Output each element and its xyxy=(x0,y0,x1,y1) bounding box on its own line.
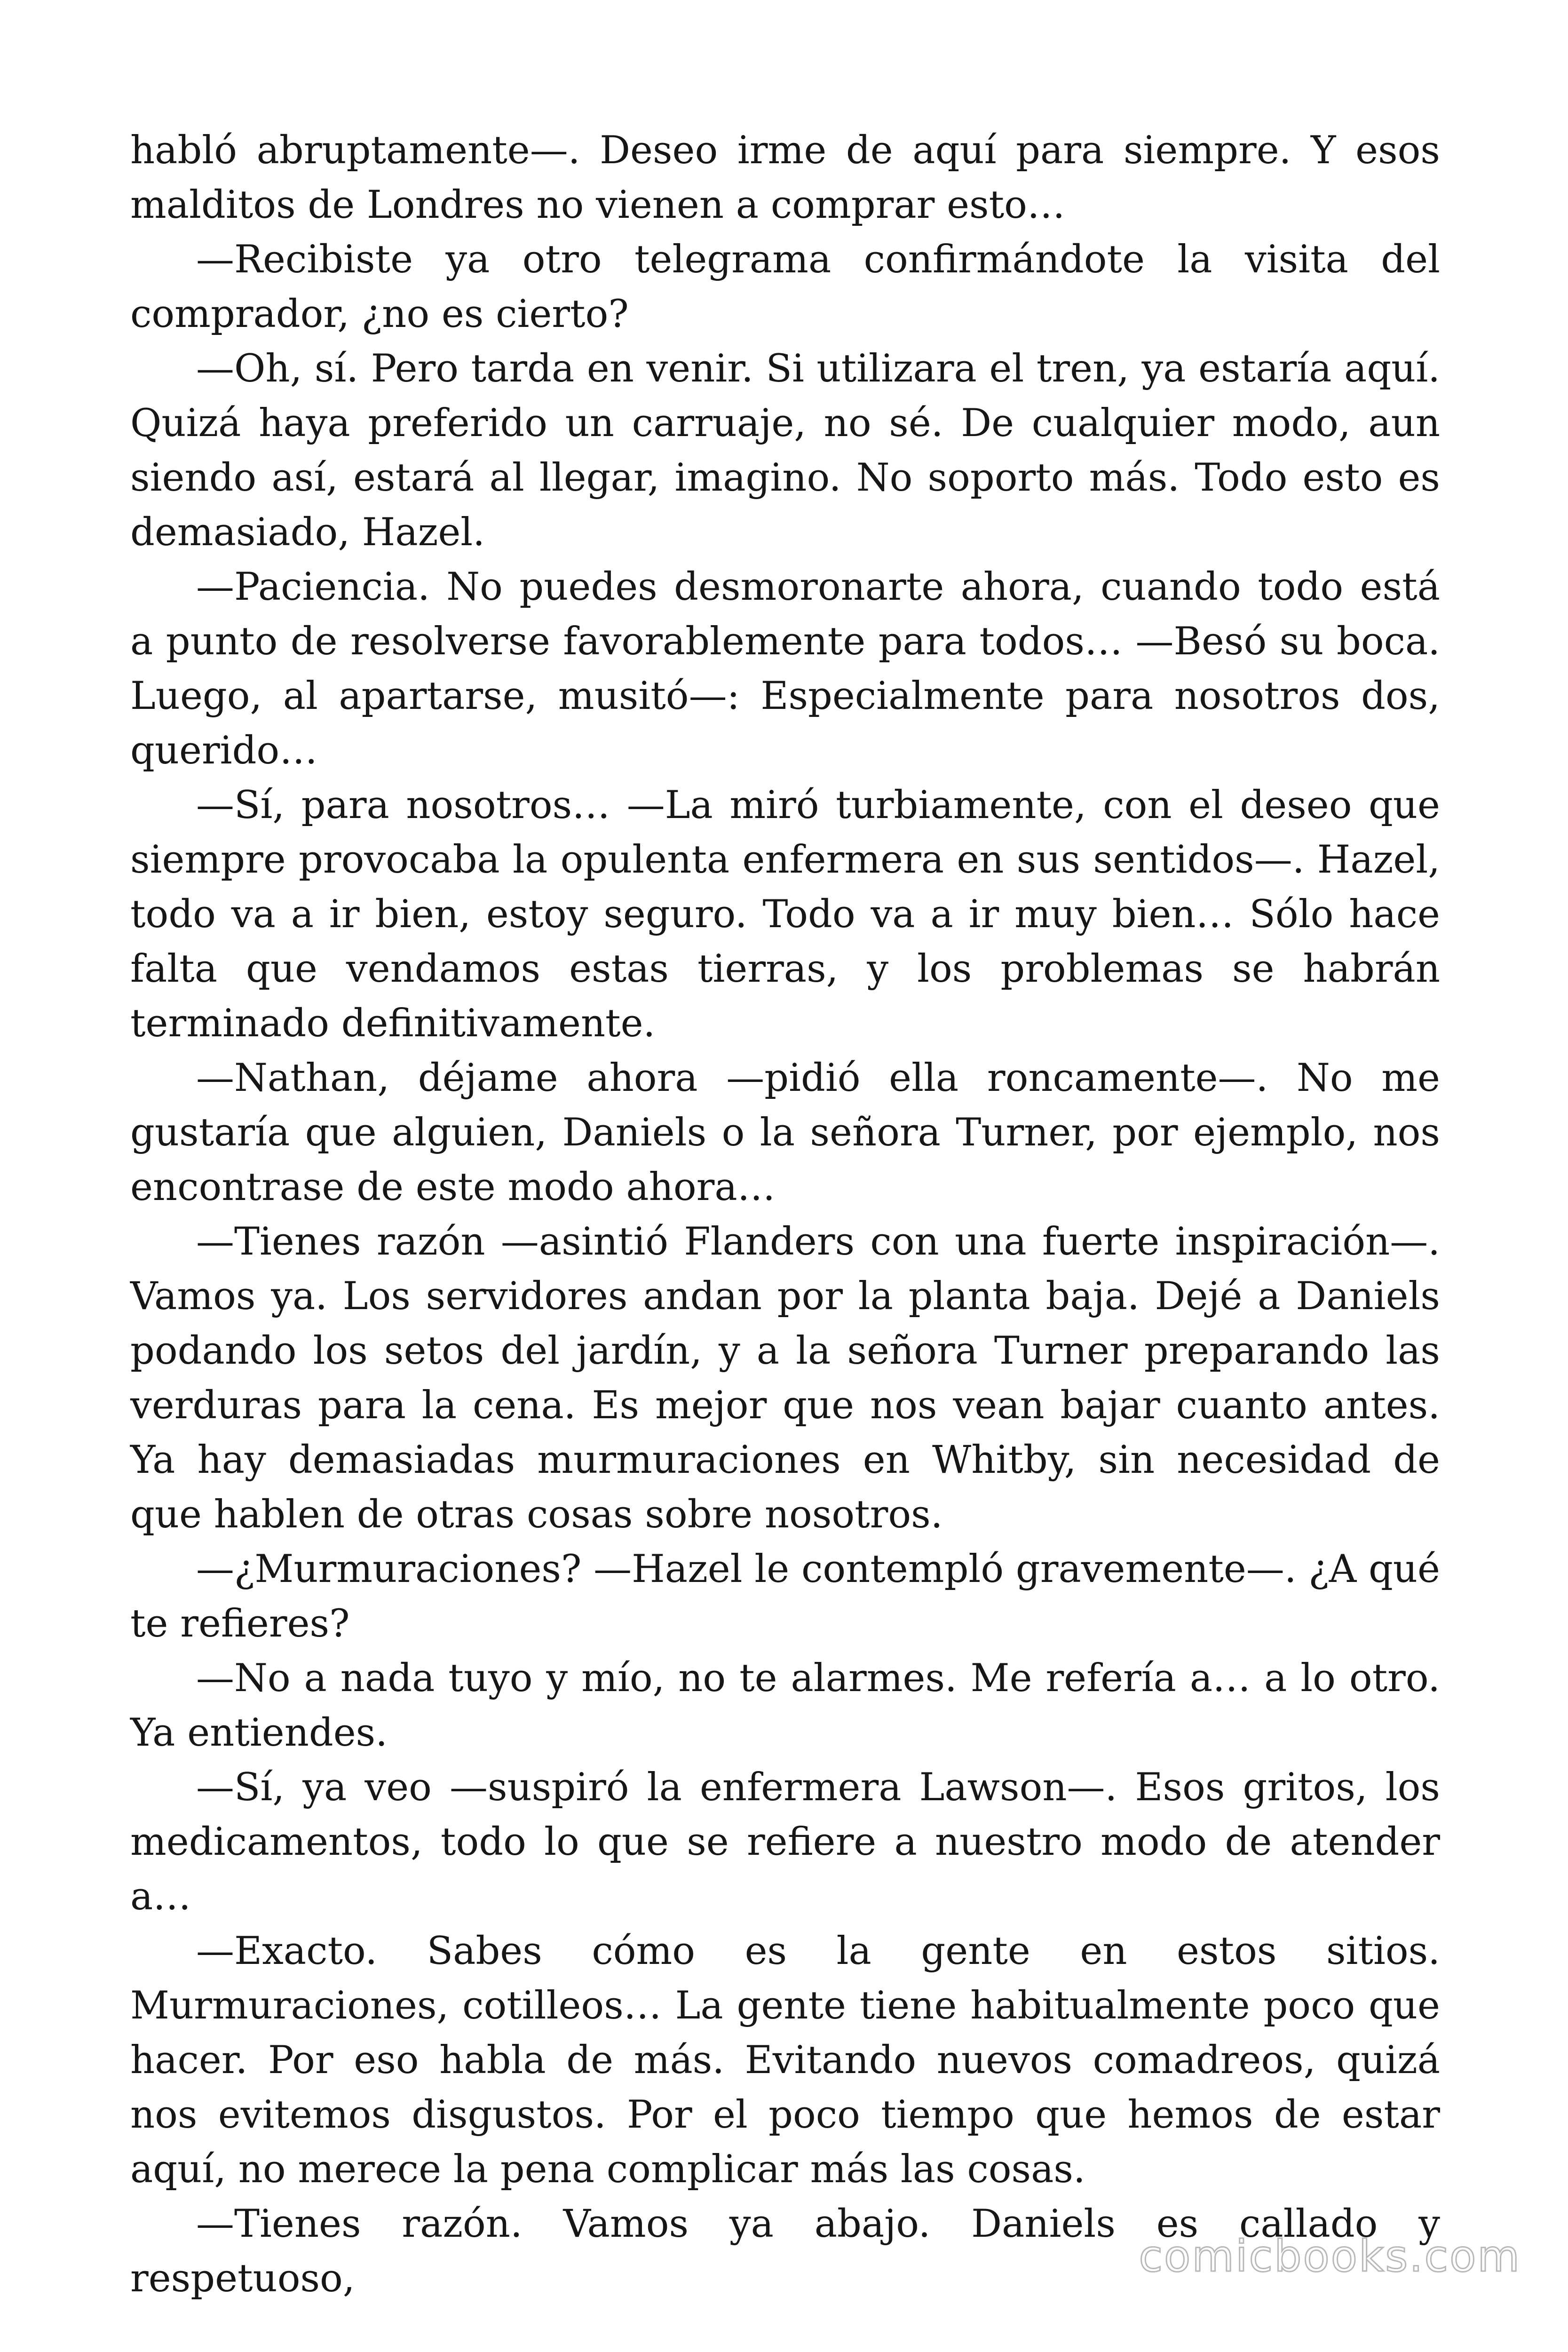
paragraph-3: —Oh, sí. Pero tarda en venir. Si utilizara el tren, ya estaría aquí. Quizá haya preferido un carruaje, no sé. De cualquier modo, aun siendo así, estará al llegar, imagino. No soporto más. Todo esto es demasiado, Hazel. xyxy=(130,347,1440,555)
paragraph-7: —Tienes razón —asintió Flanders con una fuerte inspiración—. Vamos ya. Los servidores andan por la planta baja. Dejé a Daniels podando los setos del jardín, y a la señora Turner preparando las verduras para la cena. Es mejor que nos vean bajar cuanto antes. Ya hay demasiadas murmuraciones en Whitby, sin necesidad de que hablen de otras cosas sobre nosotros. xyxy=(130,1220,1440,1537)
watermark: comicbooks.com xyxy=(1139,2231,1521,2281)
paragraph-9: —No a nada tuyo y mío, no te alarmes. Me refería a… a lo otro. Ya entiendes. xyxy=(130,1656,1440,1755)
paragraph-4: —Paciencia. No puedes desmoronarte ahora, cuando todo está a punto de resolverse favorablemente para todos… —Besó su boca. Luego, al apartarse, musitó—: Especialmente para nosotros dos, querido… xyxy=(130,565,1440,773)
paragraph-12: —Tienes razón. Vamos ya abajo. Daniels es callado y respetuoso, xyxy=(130,2202,1440,2301)
body-text xyxy=(130,123,1440,2306)
paragraph-6: —Nathan, déjame ahora —pidió ella roncamente—. No me gustaría que alguien, Daniels o la señora Turner, por ejemplo, nos encontrase de este modo ahora… xyxy=(130,1056,1440,1209)
paragraph-11: —Exacto. Sabes cómo es la gente en estos sitios. Murmuraciones, cotilleos… La gente tiene habitualmente poco que hacer. Por eso habla de más. Evitando nuevos comadreos, quizá nos evitemos disgustos. Por el poco tiempo que hemos de estar aquí, no merece la pena complicar más las cosas. xyxy=(130,1929,1440,2192)
paragraph-1: habló abruptamente—. Deseo irme de aquí para siempre. Y esos malditos de Londres no vienen a comprar esto… xyxy=(130,128,1440,227)
paragraph-5: —Sí, para nosotros… —La miró turbiamente, con el deseo que siempre provocaba la opulenta enfermera en sus sentidos—. Hazel, todo va a ir bien, estoy seguro. Todo va a ir muy bien… Sólo hace falta que vendamos estas tierras, y los problemas se habrán terminado definitivamente. xyxy=(130,783,1440,1046)
paragraph-8: —¿Murmuraciones? —Hazel le contempló gravemente—. ¿A qué te refieres? xyxy=(130,1547,1440,1646)
paragraph-10: —Sí, ya veo —suspiró la enfermera Lawson—. Esos gritos, los medicamentos, todo lo que se refiere a nuestro modo de atender a… xyxy=(130,1765,1440,1919)
paragraph-2: —Recibiste ya otro telegrama confirmándote la visita del comprador, ¿no es cierto? xyxy=(130,238,1440,336)
